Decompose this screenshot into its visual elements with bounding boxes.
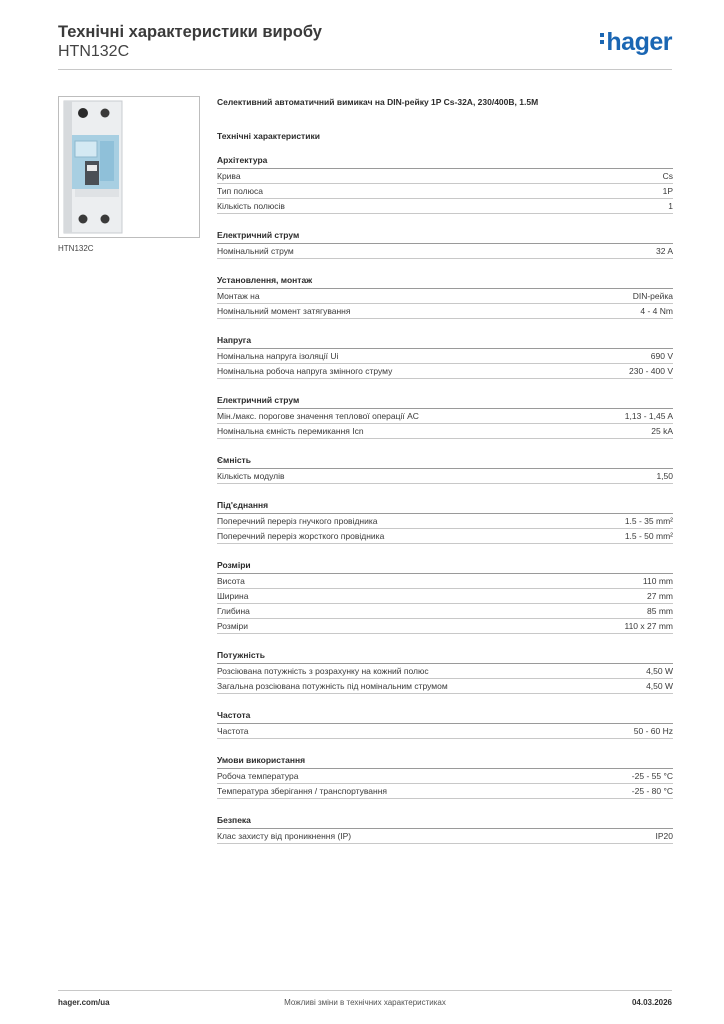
circuit-breaker-icon <box>59 97 199 237</box>
footer-note: Можливі зміни в технічних характеристиках <box>284 998 446 1007</box>
spec-row <box>217 514 673 529</box>
spec-section <box>217 815 673 844</box>
spec-row <box>217 409 673 424</box>
spec-row <box>217 619 673 634</box>
spec-value: Cs <box>662 171 673 181</box>
page-footer <box>58 998 672 1012</box>
product-code: HTN132C <box>58 43 130 60</box>
spec-label: Клас захисту від проникнення (IP) <box>217 831 352 841</box>
spec-value: 1,13 - 1,45 A <box>624 411 673 421</box>
spec-sections <box>217 155 673 844</box>
spec-row <box>217 664 673 679</box>
spec-row <box>217 784 673 799</box>
footer-website: hager.com/ua <box>58 998 110 1007</box>
spec-row <box>217 304 673 319</box>
section-title: Електричний струм <box>217 395 673 409</box>
spec-content <box>217 96 673 844</box>
spec-heading: Технічні характеристики <box>217 131 320 141</box>
spec-label: Кількість полюсів <box>217 201 285 211</box>
spec-label: Розміри <box>217 621 249 631</box>
spec-section <box>217 455 673 484</box>
section-title: Установлення, монтаж <box>217 275 673 289</box>
spec-row <box>217 364 673 379</box>
section-title: Умови використання <box>217 755 673 769</box>
spec-value: 32 A <box>655 246 673 256</box>
spec-value: 110 x 27 mm <box>624 621 673 631</box>
spec-label: Висота <box>217 576 245 586</box>
spec-value: 1.5 - 35 mm² <box>624 516 673 526</box>
spec-label: Частота <box>217 726 249 736</box>
spec-section <box>217 335 673 379</box>
spec-value: 110 mm <box>642 576 673 586</box>
logo-text: hager <box>606 28 672 56</box>
spec-label: Номінальна робоча напруга змінного струму <box>217 366 393 376</box>
spec-label: Глибина <box>217 606 250 616</box>
spec-value: 230 - 400 V <box>629 366 673 376</box>
spec-row <box>217 769 673 784</box>
spec-row <box>217 829 673 844</box>
spec-section <box>217 710 673 739</box>
spec-label: Мін./макс. порогове значення теплової операції AC <box>217 411 419 421</box>
spec-value: 27 mm <box>647 591 673 601</box>
spec-row <box>217 349 673 364</box>
spec-section <box>217 230 673 259</box>
spec-label: Кількість модулів <box>217 471 285 481</box>
page-header <box>58 22 672 70</box>
product-description: Селективний автоматичний вимикач на DIN-рейку 1P Cs-32A, 230/400В, 1.5М <box>217 97 539 107</box>
spec-label: Робоча температура <box>217 771 299 781</box>
section-title: Частота <box>217 710 673 724</box>
logo-dots-icon <box>600 30 605 47</box>
spec-row <box>217 574 673 589</box>
spec-value: -25 - 80 °C <box>631 786 673 796</box>
section-title: Потужність <box>217 650 673 664</box>
spec-label: Номінальний момент затягування <box>217 306 351 316</box>
spec-value: 85 mm <box>647 606 673 616</box>
spec-value: 1,50 <box>656 471 673 481</box>
section-title: Розміри <box>217 560 673 574</box>
spec-label: Загальна розсіювана потужність під номінальним струмом <box>217 681 448 691</box>
spec-row <box>217 604 673 619</box>
section-title: Архітектура <box>217 155 673 169</box>
footer-date: 04.03.2026 <box>631 998 672 1007</box>
product-image-caption: HTN132C <box>58 244 94 253</box>
spec-value: DIN-рейка <box>632 291 673 301</box>
spec-label: Поперечний переріз гнучкого провідника <box>217 516 378 526</box>
section-title: Напруга <box>217 335 673 349</box>
spec-row <box>217 679 673 694</box>
spec-label: Номінальний струм <box>217 246 294 256</box>
spec-label: Поперечний переріз жорсткого провідника <box>217 531 385 541</box>
spec-section <box>217 275 673 319</box>
footer-divider <box>58 990 672 991</box>
spec-value: IP20 <box>655 831 673 841</box>
spec-row <box>217 289 673 304</box>
spec-section <box>217 500 673 544</box>
spec-section <box>217 395 673 439</box>
spec-label: Температура зберігання / транспортування <box>217 786 388 796</box>
spec-value: 4,50 W <box>646 681 673 691</box>
document-title: Технічні характеристики виробу <box>58 23 322 41</box>
spec-row <box>217 424 673 439</box>
spec-section <box>217 560 673 634</box>
spec-value: 1P <box>662 186 673 196</box>
spec-label: Монтаж на <box>217 291 260 301</box>
spec-section <box>217 650 673 694</box>
spec-value: -25 - 55 °C <box>631 771 673 781</box>
spec-value: 25 kA <box>651 426 673 436</box>
spec-value: 690 V <box>650 351 673 361</box>
section-title: Під'єднання <box>217 500 673 514</box>
product-image <box>58 96 200 238</box>
spec-label: Розсіювана потужність з розрахунку на кожний полюс <box>217 666 429 676</box>
spec-label: Тип полюса <box>217 186 263 196</box>
spec-value: 4,50 W <box>646 666 673 676</box>
spec-section <box>217 155 673 214</box>
spec-label: Крива <box>217 171 241 181</box>
spec-row <box>217 184 673 199</box>
spec-row <box>217 529 673 544</box>
spec-value: 1 <box>668 201 673 211</box>
spec-value: 50 - 60 Hz <box>633 726 673 736</box>
spec-label: Номінальна напруга ізоляції Ui <box>217 351 339 361</box>
spec-row <box>217 469 673 484</box>
section-title: Безпека <box>217 815 673 829</box>
section-title: Електричний струм <box>217 230 673 244</box>
spec-label: Ширина <box>217 591 249 601</box>
spec-row <box>217 199 673 214</box>
spec-section <box>217 755 673 799</box>
spec-row <box>217 244 673 259</box>
spec-row <box>217 169 673 184</box>
spec-row <box>217 724 673 739</box>
spec-row <box>217 589 673 604</box>
hager-logo <box>600 28 672 57</box>
spec-value: 4 - 4 Nm <box>640 306 673 316</box>
spec-label: Номінальна ємність перемикання Icn <box>217 426 364 436</box>
spec-value: 1.5 - 50 mm² <box>624 531 673 541</box>
header-divider <box>58 69 672 70</box>
section-title: Ємність <box>217 455 673 469</box>
